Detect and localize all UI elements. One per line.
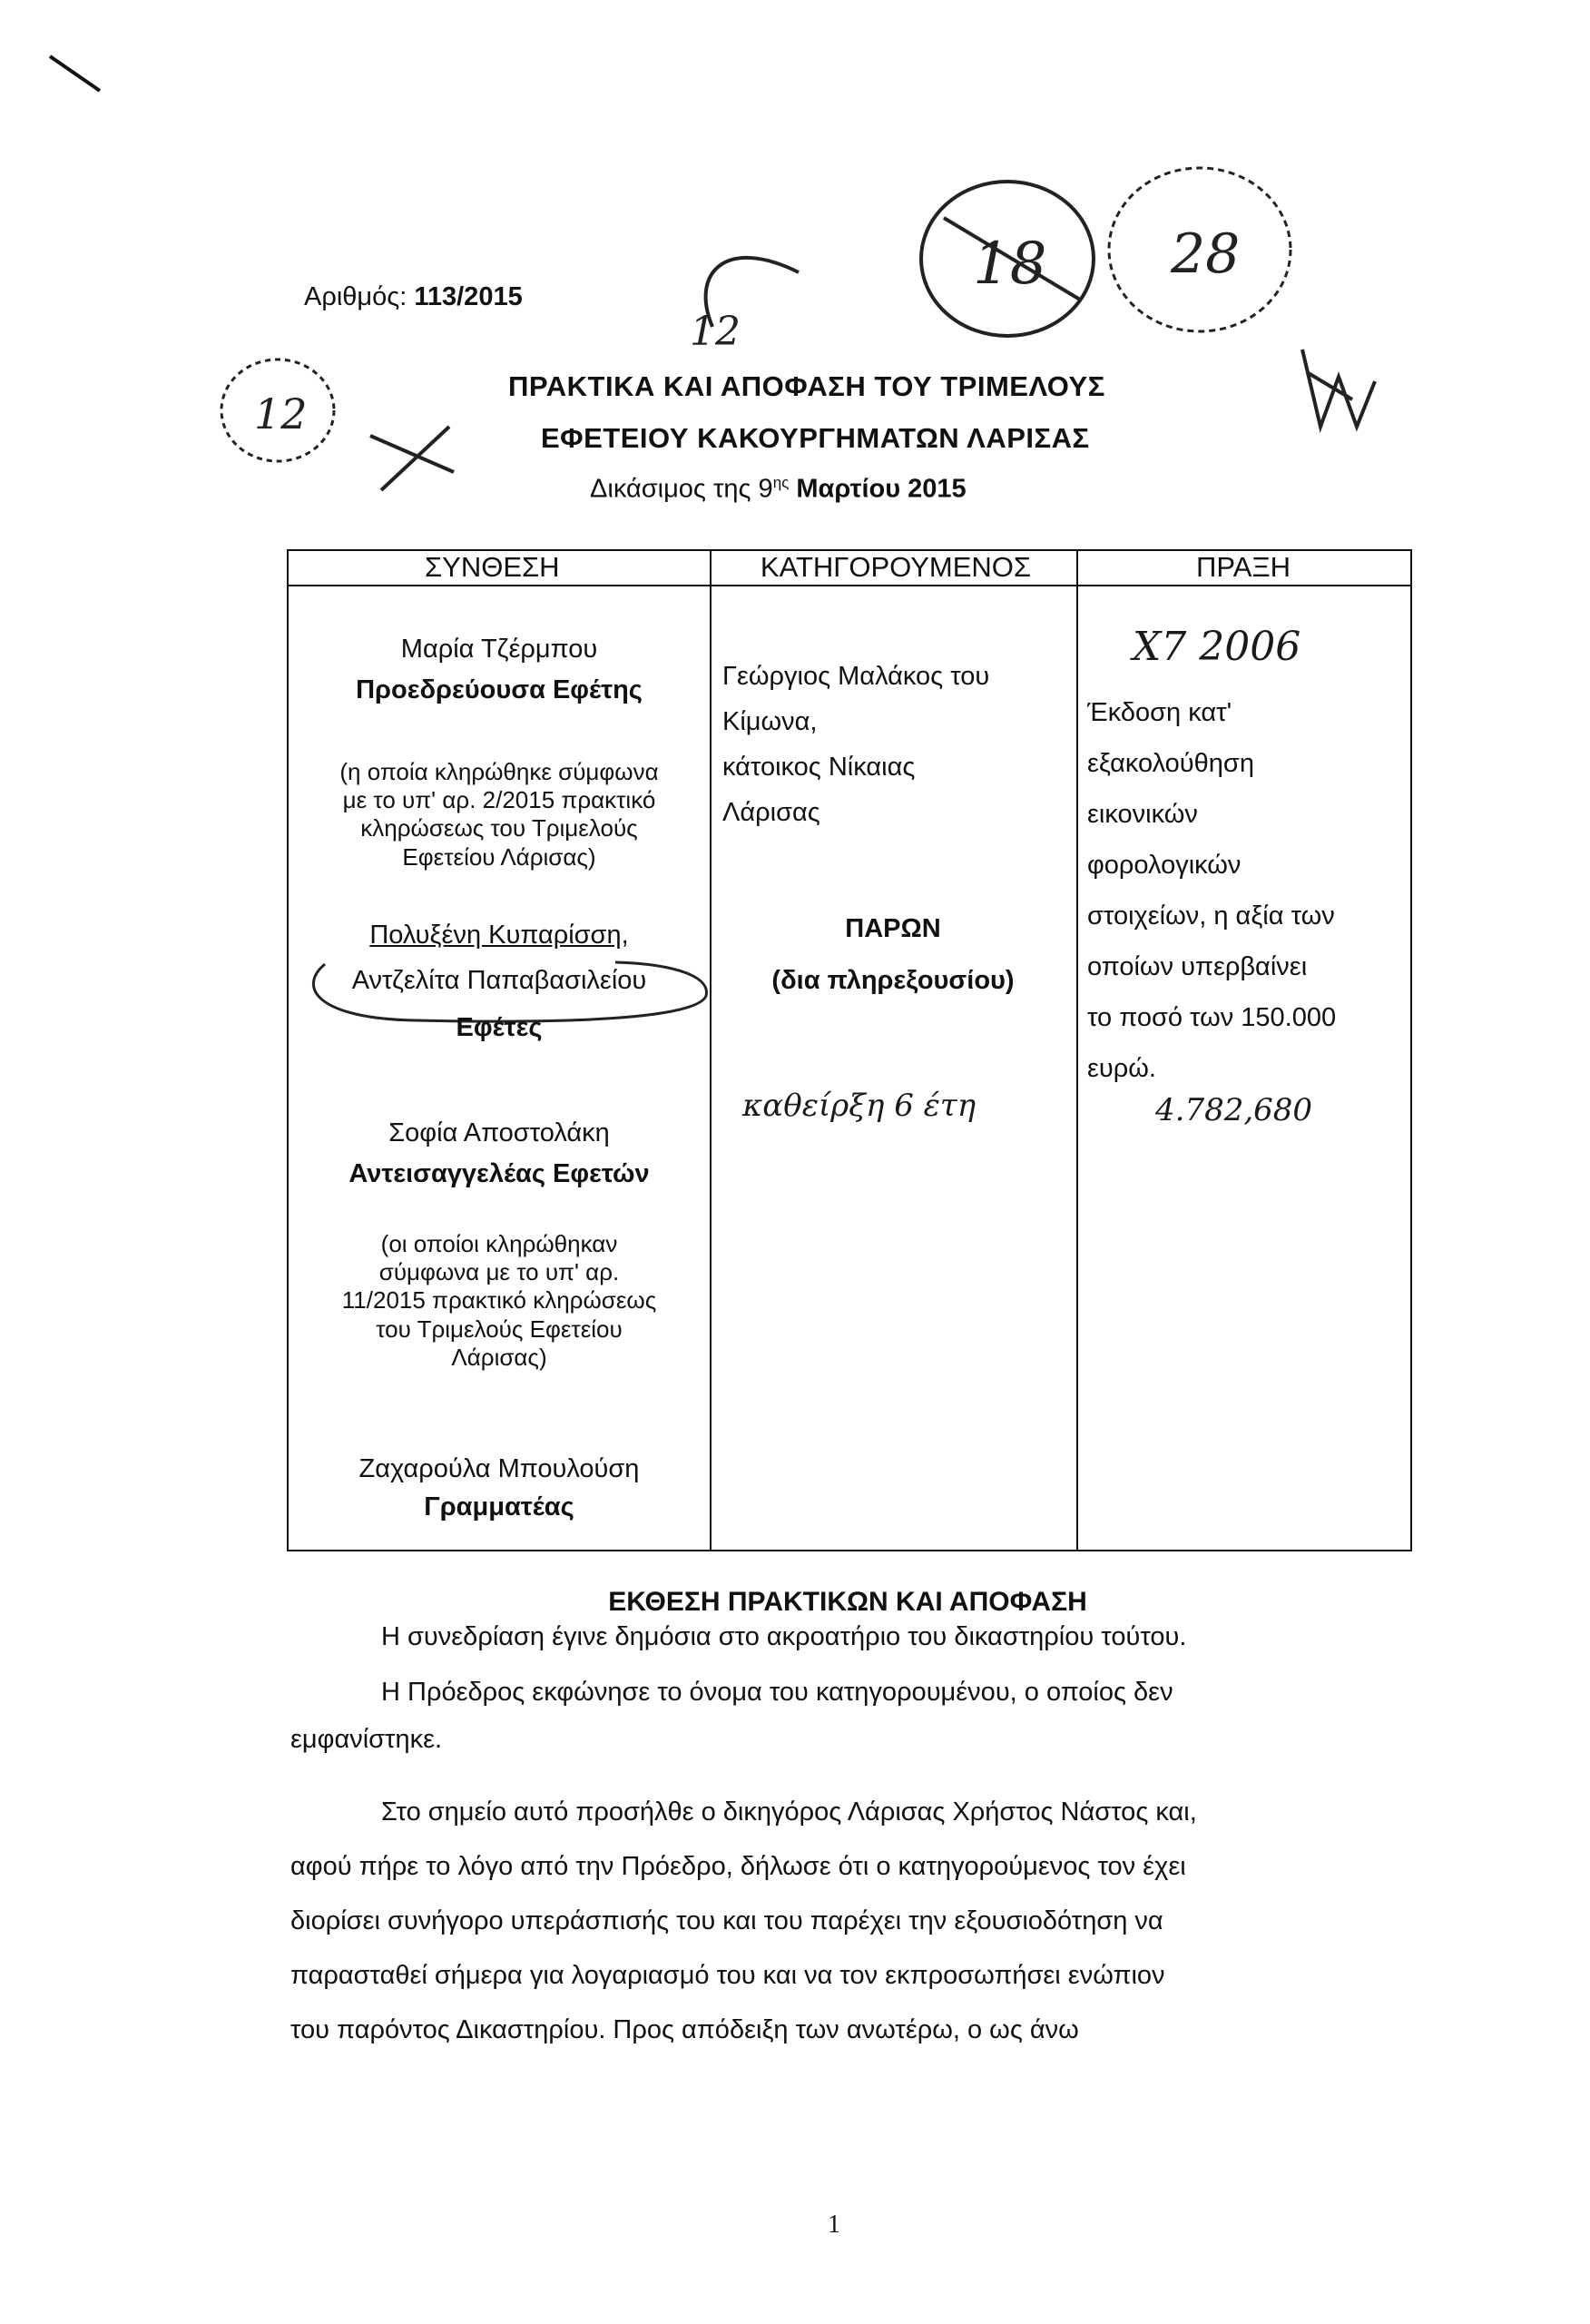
report-line-1: Η συνεδρίαση έγινε δημόσια στο ακροατήριο του δικαστηρίου τούτου. — [381, 1622, 1187, 1651]
paragraph-line-4: παρασταθεί σήμερα για λογαριασμό του και να τον εκπροσωπήσει ενώπιον — [290, 1961, 1165, 1990]
report-line-3: εμφανίστηκε. — [290, 1725, 443, 1754]
col-header-act: ΠΡΑΞΗ — [1196, 551, 1291, 583]
circle-mark-left-text: 12 — [254, 389, 308, 438]
hearing-date: Δικάσιμος της $9^{\eta\varsigma}$ Μαρτίου 2015 — [590, 474, 967, 504]
stamp-28-text: 28 — [1171, 222, 1241, 286]
judges-role: Εφέτες — [456, 1013, 543, 1042]
paragraph-line-2: αφού πήρε το λόγο από την Πρόεδρο, δήλωσε ότι ο κατηγορούμενος τον έχει — [290, 1852, 1186, 1881]
col-header-composition: ΣΥΝΘΕΣΗ — [425, 551, 560, 583]
president-role: Προεδρεύουσα Εφέτης — [356, 675, 643, 704]
defendant-details: Γεώργιος Μαλάκος του Κίμωνα, κάτοικος Νίκαιας Λάρισας — [722, 662, 990, 827]
clerk-role: Γραμματέας — [424, 1492, 574, 1521]
handwritten-act-code: Χ7 2006 — [1133, 624, 1301, 670]
defendant-presence-note: (δια πληρεξουσίου) — [771, 966, 1015, 995]
paragraph-line-1: Στο σημείο αυτό προσήλθε ο δικηγόρος Λάρισας Χρήστος Νάστος και, — [381, 1797, 1197, 1827]
title-line-2: ΕΦΕΤΕΙΟΥ ΚΑΚΟΥΡΓΗΜΑΤΩΝ ΛΑΡΙΣΑΣ — [541, 422, 1090, 454]
handwritten-amount: 4.782,680 — [1155, 1092, 1313, 1128]
handwritten-marks — [0, 0, 1590, 635]
number-value: 113/2015 — [414, 282, 523, 311]
prosecutor-role: Αντεισαγγελέας Εφετών — [348, 1159, 650, 1188]
cross-mark — [370, 427, 454, 490]
act-description: Έκδοση κατ' εξακολούθηση εικονικών φορολογικών στοιχείων, η αξία των οποίων υπερβαίνει το ποσό των 150.000 ευρώ. — [1087, 698, 1337, 1083]
corner-stroke-mark — [50, 56, 100, 91]
judge-1: Πολυξένη Κυπαρίσση, — [369, 921, 629, 950]
report-heading: ΕΚΘΕΣΗ ΠΡΑΚΤΙΚΩΝ ΚΑΙ ΑΠΟΦΑΣΗ — [608, 1587, 1087, 1617]
stamp-mid-text: 12 — [690, 309, 741, 355]
signature-right — [1302, 350, 1375, 427]
stamp-18-text: 18 — [973, 231, 1047, 298]
president-name: Μαρία Τζέρμπου — [400, 635, 598, 664]
case-table — [287, 549, 1412, 1551]
report-line-2: Η Πρόεδρος εκφώνησε το όνομα του κατηγορουμένου, ο οποίος δεν — [381, 1678, 1173, 1707]
header-divider — [289, 585, 1410, 586]
judges-note: (οι οποίοι κληρώθηκαν σύμφωνα με το υπ' αρ. 11/2015 πρακτικό κληρώσεως του Τριμελούς Εφετείου Λάρισας) — [341, 1230, 657, 1371]
paragraph-line-5: του παρόντος Δικαστηρίου. Προς απόδειξη των ανωτέρω, ο ως άνω — [290, 2015, 1079, 2044]
president-note: (η οποία κληρώθηκε σύμφωνα με το υπ' αρ. 2/2015 πρακτικό κληρώσεως του Τριμελούς Εφετείου Λάρισας) — [339, 758, 659, 871]
title-line-1: ΠΡΑΚΤΙΚΑ ΚΑΙ ΑΠΟΦΑΣΗ ΤΟΥ ΤΡΙΜΕΛΟΥΣ — [508, 370, 1105, 402]
column-divider-1 — [710, 551, 712, 1550]
paragraph-line-3: διορίσει συνήγορο υπεράσπισής του και του παρέχει την εξουσιοδότηση να — [290, 1906, 1163, 1935]
col-header-defendant: ΚΑΤΗΓΟΡΟΥΜΕΝΟΣ — [760, 551, 1032, 583]
handwritten-sentence: καθείρξη 6 έτη — [742, 1088, 977, 1124]
number-label: Αριθμός: — [304, 282, 407, 311]
prosecutor-name: Σοφία Αποστολάκη — [388, 1118, 610, 1147]
defendant-presence: ΠΑΡΩΝ — [845, 914, 941, 943]
judge-2: Αντζελίτα Παπαβασιλείου — [351, 966, 647, 995]
clerk-name: Ζαχαρούλα Μπουλούση — [358, 1454, 640, 1483]
column-divider-2 — [1076, 551, 1078, 1550]
page-number: 1 — [828, 2211, 840, 2239]
